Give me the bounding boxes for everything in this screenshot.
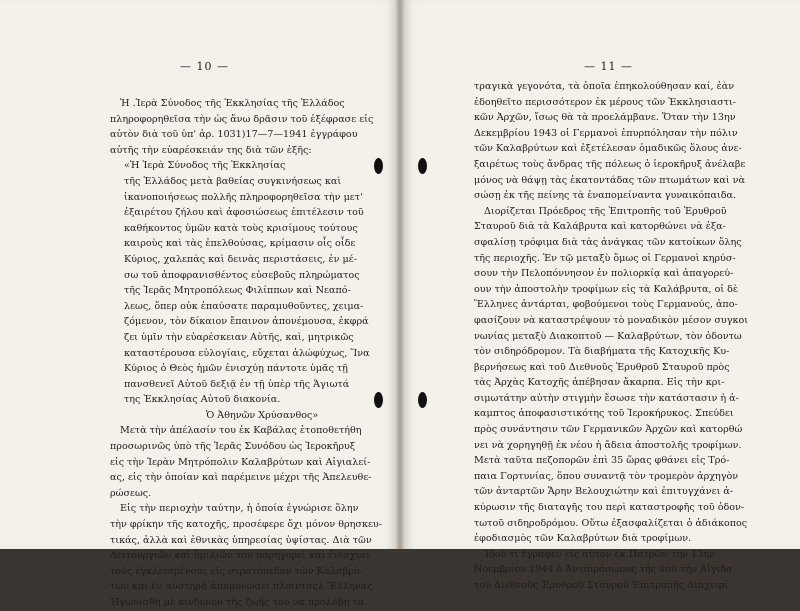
book-gutter: [396, 0, 404, 549]
text-line: καμπτος ἀποφασιστικότης τοῦ Ἱεροκήρυκος. Σπεύδει: [474, 408, 734, 420]
text-line: αὐτὸν διὰ τοῦ ὑπ' ἀρ. 1031)17—7—1941 ἐγγράφου: [110, 129, 358, 141]
text-line: πληροφορηθεῖσα τὴν ὡς ἄνω δρᾶσιν τοῦ ἐξέφρασε εἰς: [110, 113, 374, 125]
text-line: «Ἡ Ἱερὰ Σύνοδος τῆς Ἐκκλησίας: [124, 160, 286, 172]
text-line: ζει ὑμῖν τὴν εὐαρέσκειαν Αὐτῆς, καὶ, μητρικῶς: [124, 331, 354, 343]
text-line: ἱκανοποιήσεως πολλῆς πληροφορηθεῖσα τὴν μετ': [124, 191, 363, 203]
text-line: ρώσεως.: [110, 487, 152, 499]
page-number: — 11 —: [584, 60, 633, 73]
page-body: [474, 79, 749, 594]
text-line: Λειτουργιῶν καὶ ὁμιλιῶν του παρηγορεῖ καὶ ἐνισχύει: [110, 550, 371, 562]
text-line: της Ἐκκλησίας Αὐτοῦ διακονία.: [124, 394, 281, 406]
text-line: τῆς περιοχῆς. Ἐν τῷ μεταξὺ ὅμως οἱ Γερμανοὶ κηρύσ-: [474, 252, 736, 264]
text-line: Διορίζεται Πρόεδρος τῆς Ἐπιτροπῆς τοῦ Ἐρυθροῦ: [484, 205, 727, 217]
binding-hole: [418, 392, 427, 408]
text-line: προσωρινῶς ὑπὸ τῆς Ἱερᾶς Συνόδου ὡς Ἱεροκῆρυξ: [110, 441, 356, 453]
text-line: Μετὰ τὴν ἀπέλασίν του ἐκ Καβάλας ἐτοποθετήθη: [120, 425, 362, 437]
text-line: τοῦ Διεθνοῦς Ἐρυθροῦ Σταυροῦ Ἐπιτροπῆς Διαχειρί: [474, 580, 729, 591]
text-line: Μετὰ ταῦτα πεζοπορῶν ἐπὶ 35 ὥρας φθάνει εἰς Τρό-: [474, 455, 730, 467]
text-line: των καὶ ἐν αὐστηρᾷ ἀπομονώσει πλοίνταςλ Ἕλληνας.: [110, 581, 376, 593]
text-line: εἰς τὴν Ἱερὰν Μητρόπολιν Καλαβρύτων καὶ Αἰγιαλεί-: [110, 456, 371, 468]
text-line: Εἰς τὴν περιοχὴν ταύτην, ἡ ὁποία ἐγνώρισε ὅλην: [120, 503, 359, 515]
right-page: [404, 0, 800, 591]
page-body: [110, 96, 382, 611]
text-line: ας, εἰς τὴν ὁποίαν καὶ παρέμεινε μέχρι τῆς Ἀπελευθε-: [110, 472, 372, 484]
text-line: ουν τὴν ἀποστολὴν τροφίμων εἰς τὰ Καλάβρυτα, οἱ δὲ: [474, 283, 739, 295]
text-line: σιμωτάτην αὐτὴν στιγμὴν ἔσωσε τὴν κατάστασιν ἡ ἀ-: [474, 392, 739, 404]
text-line: σώσῃ ἐκ τῆς πείνης τὰ ἐναπομείναντα γυναικόπαιδα.: [474, 190, 737, 202]
text-line: τοὺς ἐγκλεισμένους εἰς στρατόπεδον τῶν Καλαβρύ-: [110, 565, 364, 577]
text-line: Νοεμβρίου 1944 ὁ Ἀντιπρόσωπος τῆς ὑπὸ τὴν Αἰγίδα: [474, 564, 733, 576]
text-line: σουν τὴν Πελοπόννησον ἐν πολιορκίᾳ καὶ ἀπαγορεύ-: [474, 268, 734, 280]
page-number: — 10 —: [180, 60, 229, 73]
text-line: ξαιρέτως τοὺς ἄνδρας τῆς πόλεως ὁ ἱεροκῆρυξ ἀνέλαβε: [474, 158, 746, 170]
left-page: [0, 0, 396, 608]
text-line: τὸν σιδηρόδρομον. Τὰ διαβήματα τῆς Κατοχικῆς Κυ-: [474, 346, 730, 358]
binding-hole: [374, 392, 383, 408]
text-line: σφαλίσῃ τρόφιμα διὰ τὰς ἀνάγκας τῶν κατοίκων ὅλης: [474, 236, 742, 248]
text-line: λεως, ὅπερ οὐκ ἐπαύσατε παραμυθοῦντες, χειμα-: [124, 300, 364, 312]
text-line: μόνος νὰ θάψῃ τὰς ἑκατοντάδας τῶν πτωμάτων καὶ νὰ: [474, 174, 745, 186]
text-line: ζόμενον, τὸν δίκαιον ἔπαινον ἀπονέμουσα, ἐκφρά: [124, 316, 369, 328]
text-line: ἐφοδιασμὸς τῶν Καλαβρύτων διὰ τροφίμων.: [474, 533, 692, 545]
text-line: αὐτῆς τὴν εὐαρέσκειάν της διὰ τῶν ἑξῆς:: [110, 144, 312, 156]
text-line: σω τοῦ ἀποφρανισθέντος εὐσεβοῦς πληρώματος: [124, 269, 360, 281]
text-line: παια Γορτυνίας, ὅπου συναντᾷ τὸν τρομερὸν ἀρχηγὸν: [474, 470, 739, 482]
text-line: τὰς Ἀρχὰς Κατοχῆς ἀπέβησαν ἄκαρπα. Εἰς τὴν κρι-: [474, 377, 725, 389]
text-line: νωνίας μεταξὺ Διακοπτοῦ — Καλαβρύτων, τὸν ὀδοντω: [474, 330, 742, 342]
text-line: τικάς, ἀλλὰ καὶ ἐθνικὰς ὑπηρεσίας ὑψίστας. Διὰ τῶν: [110, 534, 372, 546]
text-line: Δεκεμβρίου 1943 οἱ Γερμανοὶ ἐπυρπόλησαν τὴν πόλιν: [474, 127, 738, 139]
text-line: Σταυροῦ διὰ τὰ Καλάβρυτα καὶ κατορθώνει νὰ ἐξα-: [474, 221, 726, 233]
text-line: Ἡγωνίσθη μὲ κίνδυνον τῆς ζωῆς του νὰ προλάβη τὰ: [110, 597, 365, 608]
text-line: καθήκοντος ὑμῶν κατὰ τοὺς κρισίμους τούτους: [124, 222, 358, 234]
text-line: τῆς Ἱερᾶς Μητροπόλεως Φιλίππων καὶ Νεαπό-: [124, 285, 351, 297]
text-line: τὴν φρίκην τῆς κατοχῆς, προσέφερε ὄχι μόνον θρησκευ-: [110, 519, 382, 531]
text-line: κῶν Ἀρχῶν, ἴσως θὰ τὰ προελάμβανε. Ὅταν τὴν 13ην: [474, 112, 736, 124]
text-line: τῆς Ἑλλάδος μετὰ βαθείας συγκινήσεως καὶ: [124, 175, 342, 187]
signature-line: Ὁ Ἀθηνῶν Χρύσανθος»: [206, 409, 319, 421]
text-line: τωτοῦ σιδηροδρόμου. Οὕτω ἐξασφαλίζεται ὁ ἀδιάκοπος: [474, 517, 748, 529]
text-line: πρὸς συνάντησιν τῶν Γερμανικῶν Ἀρχῶν καὶ κατορθώ: [474, 424, 743, 436]
text-line: ἐξαιρέτου ζήλου καὶ ἀφοσιώσεως ἐπιτέλεσιν τοῦ: [124, 207, 364, 219]
text-line: φασίζουν νὰ καταστρέψουν τὸ μοναδικὸν μέσον συγκοι: [474, 314, 749, 326]
text-line: τραγικὰ γεγονότα, τὰ ὁποῖα ἐπηκολούθησαν καί, ἐὰν: [474, 81, 735, 92]
text-line: Ἕλληνες ἀντάρται, φοβούμενοι τοὺς Γερμανούς, ἀπο-: [474, 299, 738, 311]
text-line: καταστέρουσα εὐλογίαις, εὔχεται ἀλώφύχως, Ἵνα: [124, 347, 370, 359]
text-line: Ἰδοὺ τί ἔγραφεν εἰς αὐτὸν ἐκ Πατρῶν τὴν 13ην: [484, 548, 715, 560]
text-line: Ἡ .Ἱερὰ Σύνοδος τῆς Ἐκκλησίας τῆς Ἑλλάδος: [120, 98, 345, 109]
text-line: Κύριος, χαλεπὰς καὶ δεινὰς περιστάσεις, ἐν μέ-: [124, 253, 357, 265]
binding-hole: [418, 158, 427, 174]
binding-hole: [374, 158, 383, 174]
text-line: ἐδοηθεῖτο περισσότερον ἐκ μέρους τῶν Ἐκκλησιαστι-: [474, 96, 736, 108]
text-line: τῶν Καλαβρύτων καὶ ἐξετέλεσαν ὁμαδικῶς ὅλους ἀνε-: [474, 143, 742, 155]
text-line: κύρωσιν τῆς διαταγῆς του περὶ καταστροφῆς τοῦ ὀδον-: [474, 502, 745, 514]
text-line: τῶν ἀνταρτῶν Ἄρην Βελουχιώτην καὶ ἐπιτυγχάνει ἀ-: [474, 486, 734, 498]
text-line: νει νὰ χορηγηθῇ ἐκ νέου ἡ ἄδεια ἀποστολῆς τροφίμων.: [474, 439, 742, 451]
text-line: Κύριος ὁ Θεὸς ἡμῶν ἐνισχύῃ πάντοτε ὑμᾶς τῇ: [124, 363, 348, 375]
text-line: πανσθενεῖ Αὐτοῦ δεξιᾷ ἐν τῇ ὑπὲρ τῆς Ἁγιωτά: [124, 378, 350, 390]
text-line: βερνήσεως καὶ τοῦ Διεθνοῦς Ἐρυθροῦ Σταυροῦ πρὸς: [474, 361, 730, 373]
text-line: καιροὺς καὶ τὰς ἐπελθούσας, κρίμασιν οἷς οἶδε: [124, 238, 356, 250]
